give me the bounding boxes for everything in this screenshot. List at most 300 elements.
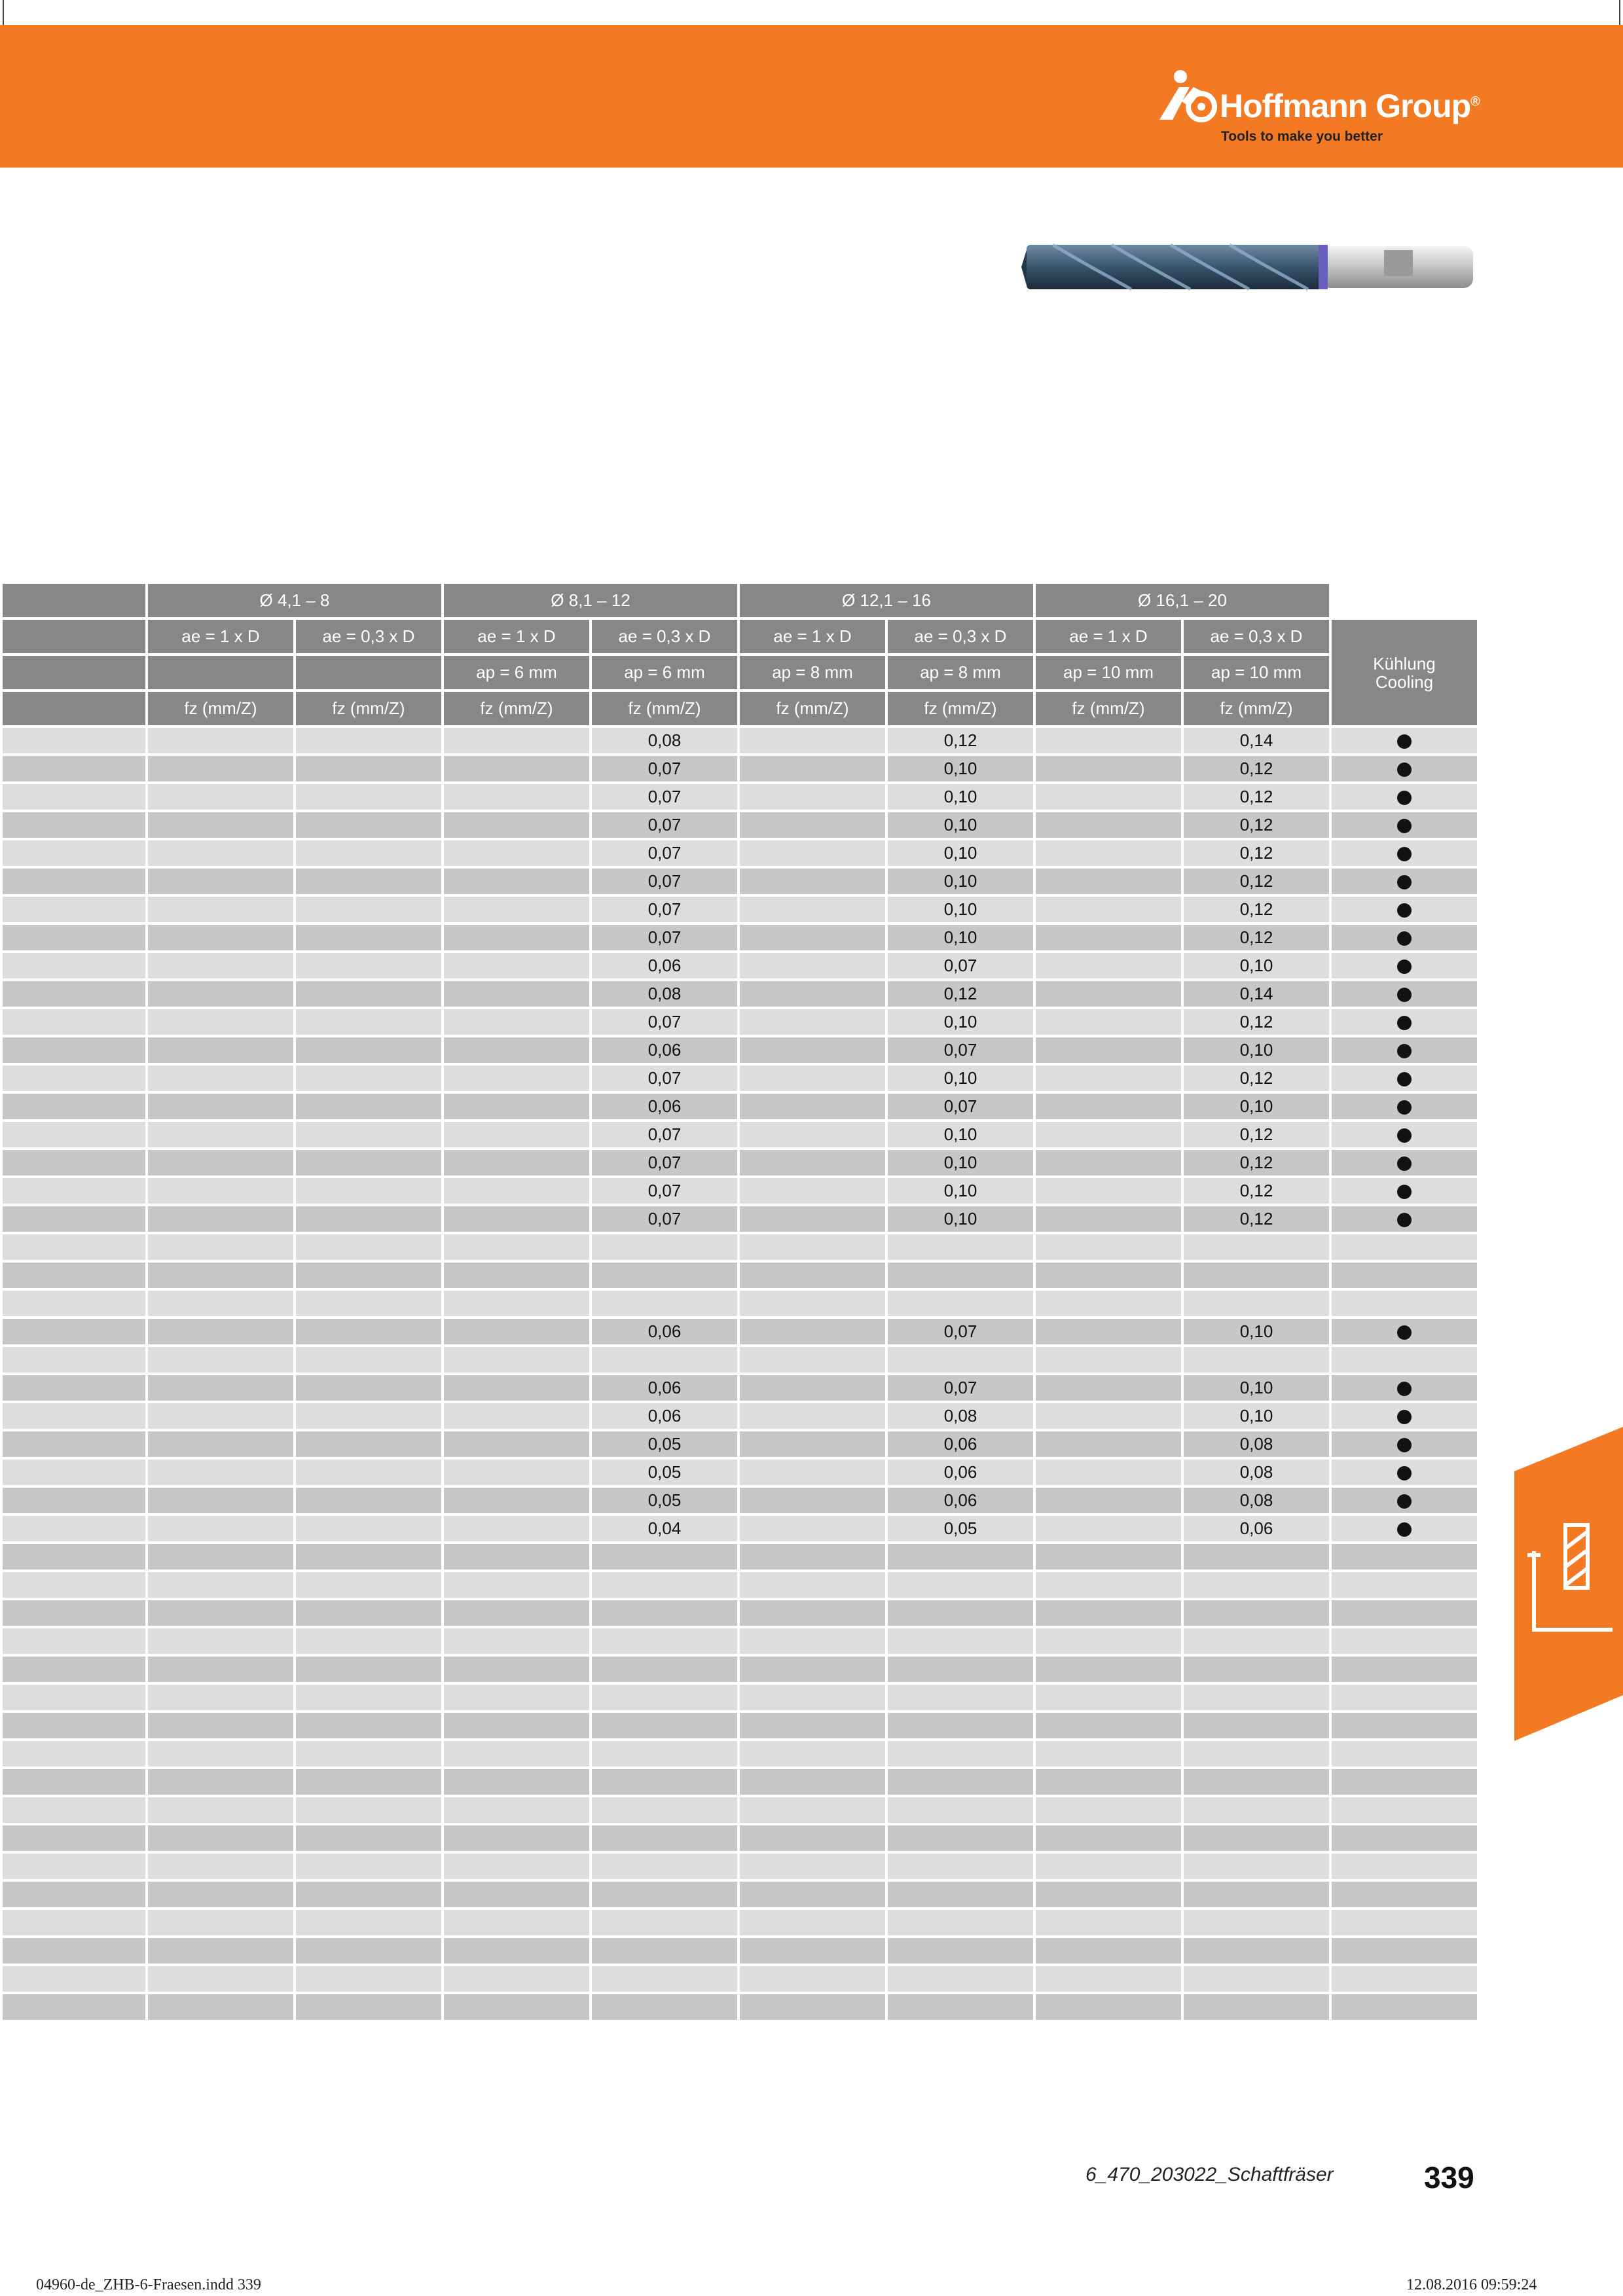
cooling-cell: [1330, 1430, 1478, 1458]
table-cell: [147, 1543, 295, 1571]
table-cell: [1034, 1740, 1182, 1768]
table-cell: 0,10: [1182, 1374, 1330, 1402]
cooling-dot-icon: [1397, 1466, 1412, 1480]
table-cell: [1034, 952, 1182, 980]
table-cell: 0,12: [1182, 783, 1330, 811]
table-cell: [886, 1880, 1034, 1909]
table-cell: 0,10: [886, 1177, 1034, 1205]
ae-header: ae = 1 x D: [739, 619, 886, 655]
table-cell: [443, 783, 591, 811]
cooling-cell: [1330, 1599, 1478, 1627]
table-cell: 0,07: [591, 1149, 739, 1177]
table-cell: [739, 1543, 886, 1571]
table-cell: [295, 1261, 443, 1289]
cooling-cell: [1330, 1683, 1478, 1712]
cooling-dot-icon: [1397, 1128, 1412, 1143]
table-row: [1, 783, 1478, 811]
table-cell: [295, 1430, 443, 1458]
table-cell: 0,10: [1182, 1036, 1330, 1064]
table-cell: [591, 1655, 739, 1683]
chapter-tab: [1514, 1427, 1623, 1741]
cooling-cell: [1330, 1993, 1478, 2021]
ap-header: ap = 10 mm: [1034, 655, 1182, 691]
table-cell: [147, 1852, 295, 1880]
cooling-cell: [1330, 924, 1478, 952]
table-row: [1, 1740, 1478, 1768]
table-cell: [1182, 1937, 1330, 1965]
table-cell: [591, 1543, 739, 1571]
table-cell: [1034, 1205, 1182, 1233]
table-cell: [886, 1346, 1034, 1374]
fz-header: fz (mm/Z): [1034, 691, 1182, 726]
cooling-cell: [1330, 726, 1478, 755]
table-cell: [1034, 1880, 1182, 1909]
table-cell: [147, 924, 295, 952]
table-cell: [739, 1909, 886, 1937]
table-cell: [1, 1571, 147, 1599]
table-cell: [295, 1683, 443, 1712]
cooling-dot-icon: [1397, 1494, 1412, 1509]
table-cell: [1, 1121, 147, 1149]
table-cell: [886, 1937, 1034, 1965]
cooling-header: [1330, 619, 1478, 726]
table-cell: [147, 1261, 295, 1289]
table-cell: [443, 1880, 591, 1909]
table-cell: [886, 1683, 1034, 1712]
table-row: [1, 1599, 1478, 1627]
table-row: [1, 1402, 1478, 1430]
cooling-cell: [1330, 980, 1478, 1008]
table-cell: 0,12: [1182, 924, 1330, 952]
cooling-cell: [1330, 1092, 1478, 1121]
table-cell: [443, 1036, 591, 1064]
table-cell: [1034, 1149, 1182, 1177]
cooling-cell: [1330, 1318, 1478, 1346]
table-cell: [443, 1008, 591, 1036]
table-cell: [295, 1543, 443, 1571]
table-cell: [739, 1993, 886, 2021]
cooling-cell: [1330, 1712, 1478, 1740]
table-cell: [1, 1346, 147, 1374]
table-cell: [591, 1796, 739, 1824]
table-cell: [1182, 1233, 1330, 1261]
table-cell: [591, 1824, 739, 1852]
table-cell: [443, 1430, 591, 1458]
table-cell: [1034, 1177, 1182, 1205]
table-cell: [147, 867, 295, 895]
table-cell: [443, 1796, 591, 1824]
table-cell: 0,10: [886, 895, 1034, 924]
ap-header: ap = 8 mm: [886, 655, 1034, 691]
table-row: [1, 1008, 1478, 1036]
table-cell: [1034, 1852, 1182, 1880]
table-row: [1, 1712, 1478, 1740]
table-cell: [886, 1655, 1034, 1683]
cooling-cell: [1330, 895, 1478, 924]
table-cell: [443, 1289, 591, 1318]
table-cell: 0,06: [886, 1486, 1034, 1515]
table-cell: 0,07: [591, 895, 739, 924]
table-cell: [147, 1092, 295, 1121]
cooling-cell: [1330, 1036, 1478, 1064]
table-cell: [443, 895, 591, 924]
table-cell: 0,07: [886, 1374, 1034, 1402]
table-cell: 0,10: [886, 1205, 1034, 1233]
table-cell: [739, 811, 886, 839]
table-cell: [739, 726, 886, 755]
table-row: [1, 755, 1478, 783]
table-row: [1, 1515, 1478, 1543]
table-cell: [1, 1740, 147, 1768]
table-cell: [295, 1937, 443, 1965]
table-cell: [1, 1937, 147, 1965]
table-cell: [1034, 783, 1182, 811]
table-cell: [739, 1937, 886, 1965]
cooling-cell: [1330, 1937, 1478, 1965]
header-gap: [1330, 583, 1478, 619]
table-cell: [739, 1177, 886, 1205]
table-cell: 0,10: [886, 924, 1034, 952]
ae-header: ae = 0,3 x D: [886, 619, 1034, 655]
cooling-dot-icon: [1397, 875, 1412, 889]
table-cell: [1, 1458, 147, 1486]
table-cell: [591, 1289, 739, 1318]
table-row: [1, 1768, 1478, 1796]
table-cell: 0,07: [591, 755, 739, 783]
table-cell: [443, 1205, 591, 1233]
table-cell: [1, 1205, 147, 1233]
table-cell: 0,10: [1182, 952, 1330, 980]
table-cell: 0,12: [1182, 1205, 1330, 1233]
table-cell: 0,07: [591, 867, 739, 895]
table-cell: [295, 1486, 443, 1515]
table-cell: [295, 1824, 443, 1852]
table-cell: [443, 1571, 591, 1599]
table-cell: [591, 1261, 739, 1289]
table-cell: [295, 1233, 443, 1261]
table-cell: 0,07: [886, 1318, 1034, 1346]
crop-mark-right: [1619, 0, 1620, 25]
table-cell: [739, 1149, 886, 1177]
table-cell: [591, 1768, 739, 1796]
ap-header: ap = 6 mm: [591, 655, 739, 691]
table-cell: 0,12: [886, 980, 1034, 1008]
table-cell: 0,05: [591, 1486, 739, 1515]
table-row: [1, 1627, 1478, 1655]
table-row: [1, 1993, 1478, 2021]
table-cell: [1182, 1261, 1330, 1289]
table-cell: [295, 1205, 443, 1233]
cooling-dot-icon: [1397, 1185, 1412, 1199]
ap-header: [147, 655, 295, 691]
table-cell: 0,04: [591, 1515, 739, 1543]
table-cell: [886, 1543, 1034, 1571]
table-cell: [295, 1993, 443, 2021]
table-cell: [591, 1993, 739, 2021]
table-cell: [147, 1655, 295, 1683]
table-cell: [1182, 1683, 1330, 1712]
header-row-fz: [1, 691, 1478, 726]
ae-header: ae = 0,3 x D: [295, 619, 443, 655]
table-cell: [1182, 1655, 1330, 1683]
table-cell: [147, 1205, 295, 1233]
table-cell: [295, 1149, 443, 1177]
table-cell: [1034, 1430, 1182, 1458]
table-row: [1, 1121, 1478, 1149]
table-cell: [1182, 1712, 1330, 1740]
table-cell: 0,10: [886, 867, 1034, 895]
table-cell: [1182, 1880, 1330, 1909]
table-cell: [591, 1937, 739, 1965]
table-cell: [295, 1740, 443, 1768]
table-row: [1, 1880, 1478, 1909]
table-cell: [295, 1965, 443, 1993]
table-cell: [443, 726, 591, 755]
table-cell: [886, 1571, 1034, 1599]
table-cell: [443, 1937, 591, 1965]
table-cell: [147, 1571, 295, 1599]
table-cell: 0,08: [1182, 1486, 1330, 1515]
table-cell: 0,06: [591, 1318, 739, 1346]
table-cell: [739, 1740, 886, 1768]
table-cell: [443, 1824, 591, 1852]
table-cell: [1034, 1233, 1182, 1261]
table-cell: [295, 895, 443, 924]
table-cell: [295, 1458, 443, 1486]
table-cell: [295, 755, 443, 783]
table-cell: [1034, 1064, 1182, 1092]
end-mill-photo: [1013, 238, 1480, 297]
cutting-data-table: [0, 581, 1480, 2022]
table-cell: [1, 1796, 147, 1824]
table-cell: [1034, 1824, 1182, 1852]
table-cell: [147, 755, 295, 783]
ap-header: ap = 10 mm: [1182, 655, 1330, 691]
table-cell: [295, 952, 443, 980]
table-cell: [1, 1374, 147, 1402]
table-row: [1, 1261, 1478, 1289]
cooling-cell: [1330, 1121, 1478, 1149]
table-cell: [591, 1627, 739, 1655]
table-cell: [1034, 839, 1182, 867]
table-cell: [739, 1599, 886, 1627]
table-cell: [886, 1233, 1034, 1261]
table-cell: [739, 924, 886, 952]
table-cell: 0,07: [591, 924, 739, 952]
table-cell: [886, 1909, 1034, 1937]
table-cell: [739, 1627, 886, 1655]
table-cell: 0,05: [886, 1515, 1034, 1543]
catalog-reference: 6_470_203022_Schaftfräser: [1085, 2164, 1334, 2185]
group-header-diameter: Ø 8,1 – 12: [443, 583, 739, 619]
cooling-cell: [1330, 1965, 1478, 1993]
cooling-cell: [1330, 1515, 1478, 1543]
table-cell: 0,07: [591, 1121, 739, 1149]
table-cell: [1, 1543, 147, 1571]
table-cell: [443, 1458, 591, 1486]
table-cell: [1034, 924, 1182, 952]
cooling-dot-icon: [1397, 1325, 1412, 1340]
table-cell: [1, 1824, 147, 1852]
table-cell: [443, 1740, 591, 1768]
table-row: [1, 1092, 1478, 1121]
table-cell: [1, 895, 147, 924]
cooling-cell: [1330, 1909, 1478, 1937]
ae-header: ae = 1 x D: [443, 619, 591, 655]
table-cell: 0,06: [591, 1036, 739, 1064]
cooling-dot-icon: [1397, 762, 1412, 777]
table-cell: 0,06: [1182, 1515, 1330, 1543]
cooling-dot-icon: [1397, 1100, 1412, 1115]
table-cell: [591, 1852, 739, 1880]
table-cell: 0,07: [591, 839, 739, 867]
cooling-cell: [1330, 1571, 1478, 1599]
table-cell: [295, 1655, 443, 1683]
table-cell: [886, 1261, 1034, 1289]
table-cell: 0,12: [1182, 811, 1330, 839]
cooling-dot-icon: [1397, 960, 1412, 974]
table-row: [1, 1233, 1478, 1261]
table-cell: [1034, 895, 1182, 924]
table-cell: [147, 1486, 295, 1515]
cooling-cell: [1330, 1008, 1478, 1036]
table-cell: [147, 952, 295, 980]
table-cell: 0,12: [1182, 1008, 1330, 1036]
ae-header: ae = 1 x D: [147, 619, 295, 655]
table-row: [1, 1965, 1478, 1993]
table-cell: [1, 1768, 147, 1796]
table-cell: [147, 1346, 295, 1374]
table-cell: [591, 1571, 739, 1599]
table-cell: 0,14: [1182, 980, 1330, 1008]
cooling-dot-icon: [1397, 791, 1412, 805]
header-blank: [1, 619, 147, 655]
table-cell: 0,10: [886, 755, 1034, 783]
table-row: [1, 1036, 1478, 1064]
header-row-ae: [1, 619, 1478, 655]
table-cell: [443, 1683, 591, 1712]
table-cell: [739, 1796, 886, 1824]
cooling-cell: [1330, 1852, 1478, 1880]
table-row: [1, 1430, 1478, 1458]
brand-name-text: Hoffmann Group: [1220, 88, 1471, 124]
table-cell: 0,07: [591, 811, 739, 839]
table-row: [1, 952, 1478, 980]
brand-registered-mark: ®: [1470, 94, 1480, 109]
table-cell: [443, 1627, 591, 1655]
table-cell: [147, 1289, 295, 1318]
table-cell: 0,10: [886, 1121, 1034, 1149]
table-cell: [443, 867, 591, 895]
table-cell: [1, 952, 147, 980]
fz-header: fz (mm/Z): [443, 691, 591, 726]
table-cell: [443, 1402, 591, 1430]
table-cell: [1, 1852, 147, 1880]
table-cell: [295, 783, 443, 811]
table-cell: [739, 1712, 886, 1740]
table-cell: [443, 1177, 591, 1205]
table-cell: [295, 1909, 443, 1937]
table-cell: [739, 755, 886, 783]
table-row: [1, 1205, 1478, 1233]
header-row-groups: [1, 583, 1478, 619]
table-cell: [1182, 1796, 1330, 1824]
table-cell: 0,07: [591, 1205, 739, 1233]
table-cell: [1034, 1627, 1182, 1655]
table-cell: [1, 1683, 147, 1712]
table-row: [1, 1177, 1478, 1205]
table-cell: [739, 1261, 886, 1289]
table-cell: [295, 1571, 443, 1599]
table-cell: [147, 980, 295, 1008]
ae-header: ae = 0,3 x D: [1182, 619, 1330, 655]
brand-tagline: Tools to make you better: [1221, 129, 1383, 144]
table-cell: [886, 1768, 1034, 1796]
table-cell: [443, 755, 591, 783]
table-cell: 0,12: [1182, 839, 1330, 867]
table-cell: [591, 1233, 739, 1261]
table-cell: 0,06: [591, 1402, 739, 1430]
group-header-diameter: Ø 12,1 – 16: [739, 583, 1034, 619]
table-row: [1, 726, 1478, 755]
table-row: [1, 1318, 1478, 1346]
table-cell: 0,05: [591, 1458, 739, 1486]
table-cell: [443, 839, 591, 867]
table-cell: [147, 1008, 295, 1036]
table-cell: [147, 1627, 295, 1655]
table-cell: [1034, 980, 1182, 1008]
table-cell: [295, 1318, 443, 1346]
cooling-dot-icon: [1397, 931, 1412, 946]
table-cell: [147, 1149, 295, 1177]
cooling-cell: [1330, 1374, 1478, 1402]
cooling-cell: [1330, 839, 1478, 867]
table-cell: [739, 1008, 886, 1036]
table-cell: [147, 1909, 295, 1937]
table-row: [1, 1543, 1478, 1571]
table-cell: [591, 1880, 739, 1909]
table-cell: [886, 1993, 1034, 2021]
table-row: [1, 1458, 1478, 1486]
table-cell: [147, 1430, 295, 1458]
cooling-cell: [1330, 1824, 1478, 1852]
table-cell: [295, 1177, 443, 1205]
table-cell: [1034, 1008, 1182, 1036]
fz-header: fz (mm/Z): [886, 691, 1034, 726]
table-cell: [443, 1655, 591, 1683]
table-cell: [1034, 1937, 1182, 1965]
ae-header: ae = 1 x D: [1034, 619, 1182, 655]
table-cell: 0,07: [591, 1177, 739, 1205]
table-cell: [443, 1965, 591, 1993]
table-cell: [1, 1064, 147, 1092]
table-cell: [1, 839, 147, 867]
table-cell: 0,12: [1182, 1121, 1330, 1149]
table-cell: [1, 1036, 147, 1064]
table-cell: [147, 1064, 295, 1092]
table-cell: [1, 1092, 147, 1121]
cooling-cell: [1330, 1064, 1478, 1092]
cooling-label-en: Cooling: [1375, 672, 1434, 692]
table-cell: [886, 1740, 1034, 1768]
cooling-dot-icon: [1397, 847, 1412, 861]
table-row: [1, 1571, 1478, 1599]
cooling-cell: [1330, 1177, 1478, 1205]
table-cell: [886, 1796, 1034, 1824]
table-cell: [295, 1627, 443, 1655]
fz-header: fz (mm/Z): [739, 691, 886, 726]
table-cell: [443, 1121, 591, 1149]
